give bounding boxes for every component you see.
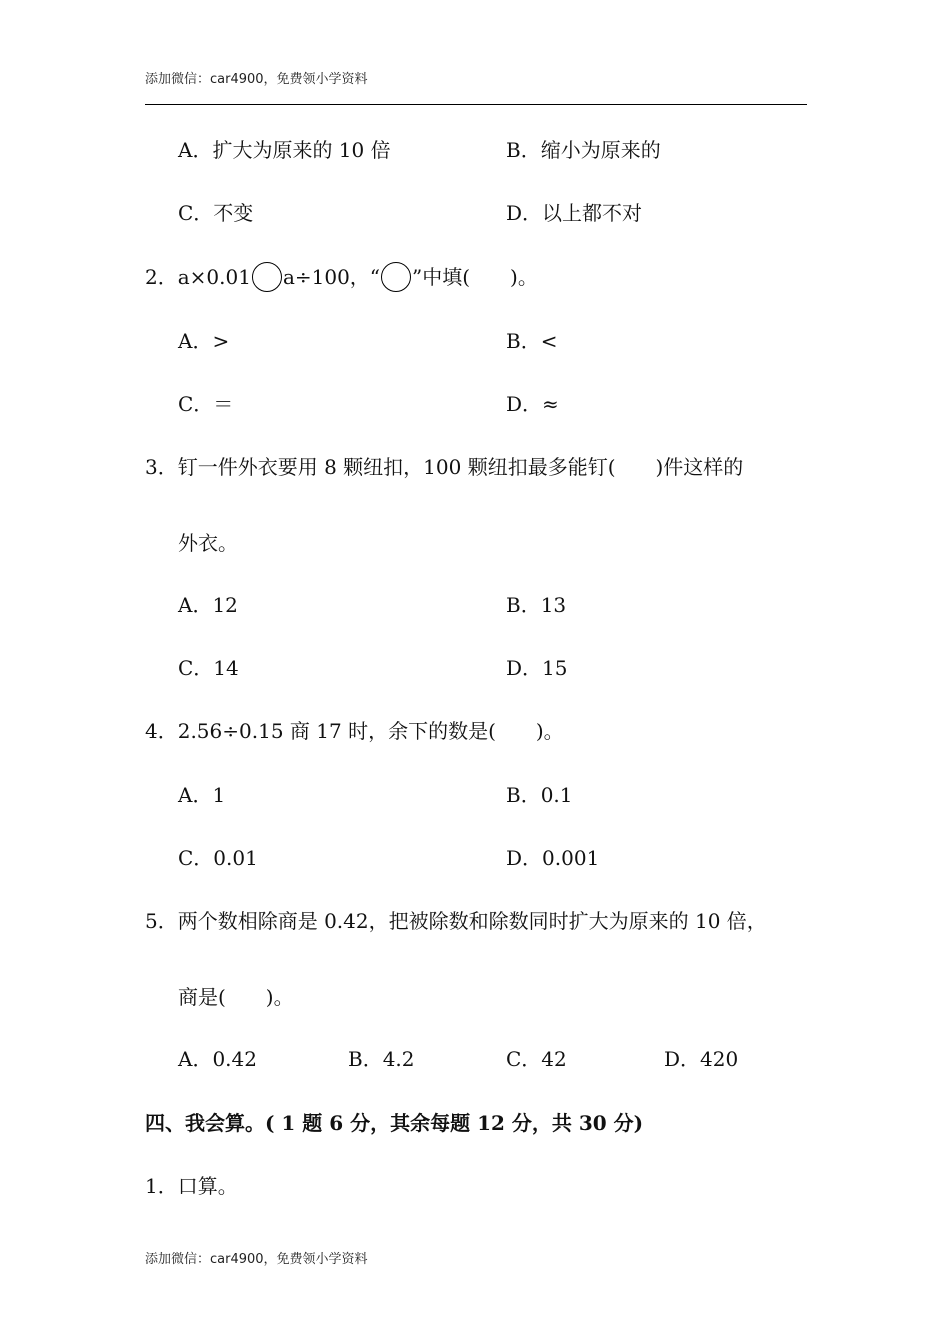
q4-option-a: A．1 (178, 783, 226, 807)
q5-option-b: B．4.2 (348, 1047, 415, 1071)
q4-option-c: C．0.01 (178, 846, 258, 870)
header-rule (145, 104, 807, 105)
q5-option-a: A．0.42 (178, 1047, 257, 1071)
q3-option-d: D．15 (506, 656, 568, 680)
q2-option-b: B．< (506, 329, 558, 353)
section-4-question-1: 1．口算。 (145, 1174, 238, 1198)
q2-stem (145, 262, 538, 292)
q4-option-d: D．0.001 (506, 846, 600, 870)
q5-option-d: D．420 (664, 1047, 739, 1071)
q4-stem: 4．2.56÷0.15 商 17 时，余下的数是( )。 (145, 719, 564, 743)
q2-option-d: D．≈ (506, 392, 559, 416)
q1-option-c: C．不变 (178, 201, 254, 225)
q2-stem-part3: ”中填( )。 (412, 265, 538, 289)
q5-stem-continued: 商是( )。 (178, 985, 294, 1009)
page-header: 添加微信：car4900，免费领小学资料 (145, 72, 368, 87)
q2-stem-part1: 2．a×0.01 (145, 265, 251, 289)
q3-option-a: A．12 (178, 593, 238, 617)
q1-option-b: B．缩小为原来的 (506, 138, 661, 162)
q1-option-d: D．以上都不对 (506, 201, 643, 225)
page-footer: 添加微信：car4900，免费领小学资料 (145, 1252, 368, 1267)
q2-option-a: A．> (178, 329, 230, 353)
section-4-heading: 四、我会算。( 1 题 6 分，其余每题 12 分，共 30 分) (145, 1111, 644, 1135)
q3-option-b: B．13 (506, 593, 567, 617)
q5-option-c: C．42 (506, 1047, 567, 1071)
q4-option-b: B．0.1 (506, 783, 573, 807)
q2-stem-part2: a÷100，“ (282, 265, 381, 289)
q3-option-c: C．14 (178, 656, 239, 680)
blank-circle-icon (252, 262, 282, 292)
q3-stem: 3．钉一件外衣要用 8 颗纽扣，100 颗纽扣最多能钉( )件这样的 (145, 455, 744, 479)
q2-option-c: C．＝ (178, 392, 234, 416)
blank-circle-icon (381, 262, 411, 292)
q3-stem-continued: 外衣。 (178, 531, 238, 555)
q5-stem: 5．两个数相除商是 0.42，把被除数和除数同时扩大为原来的 10 倍， (145, 909, 767, 933)
q1-option-a: A．扩大为原来的 10 倍 (178, 138, 391, 162)
